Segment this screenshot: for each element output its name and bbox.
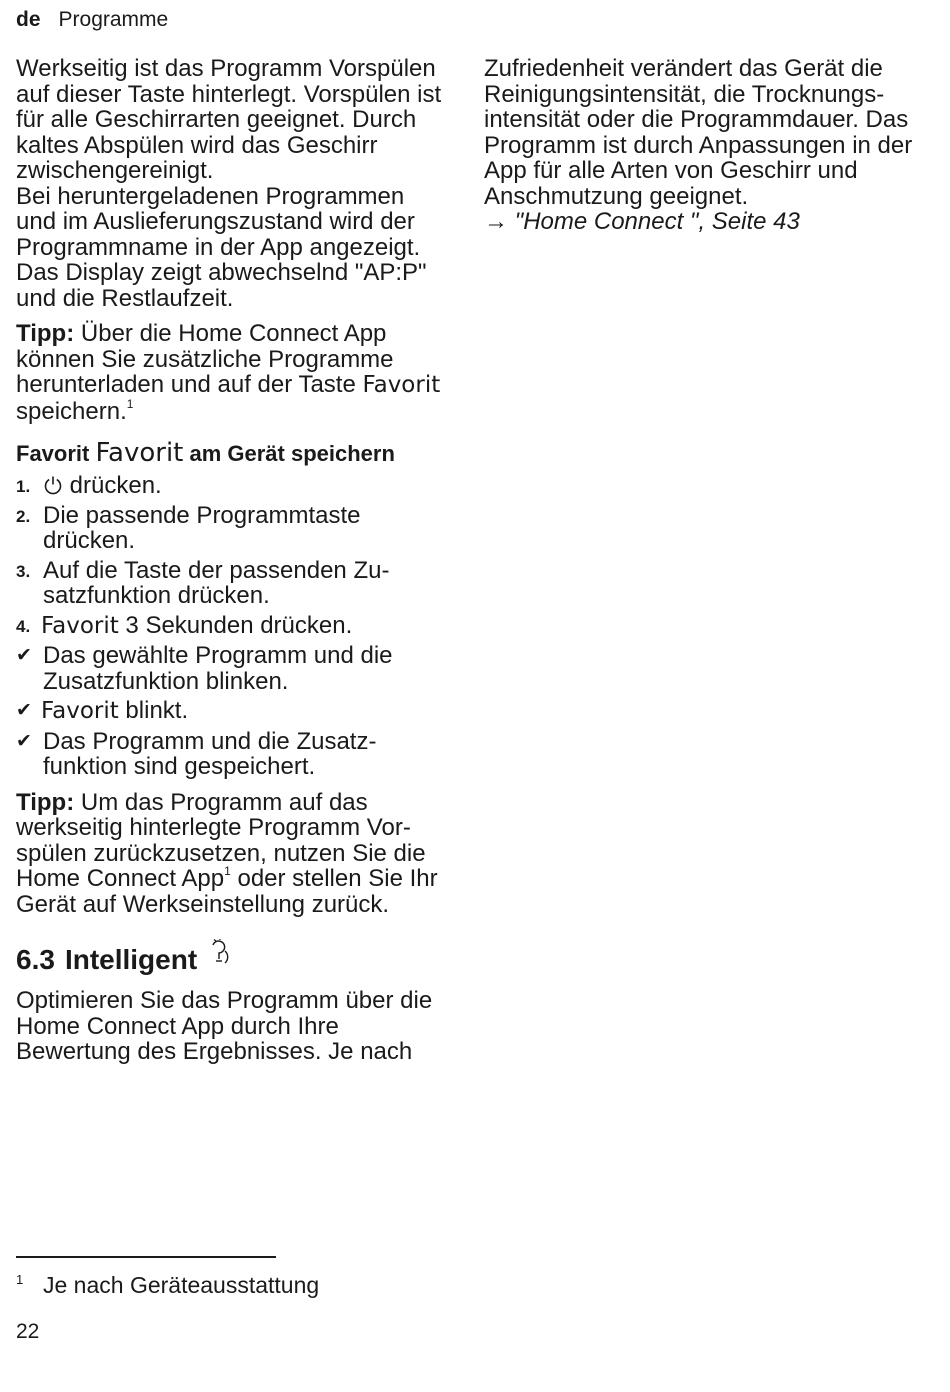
favorit-key-label: Favorit <box>41 698 119 724</box>
result-text: blinkt. <box>118 697 189 724</box>
favorit-key-label: Favorit <box>41 612 119 639</box>
step-1 <box>16 473 444 499</box>
section-number: 6.3 <box>16 944 55 975</box>
footnote-mark: 1 <box>16 1272 24 1287</box>
footnote-ref: 1 <box>224 864 231 878</box>
step-4 <box>16 613 444 640</box>
subheading-favorit <box>16 440 444 467</box>
section-heading-intelligent <box>16 939 444 976</box>
right-column <box>484 56 914 245</box>
subheading-part1: Favorit <box>16 441 96 466</box>
result-2 <box>16 698 444 725</box>
bulb-icon <box>205 939 235 969</box>
left-column <box>16 56 444 1075</box>
tip-text-end: speichern. <box>16 397 127 425</box>
footnote-divider <box>16 1256 276 1258</box>
check-icon: ✔ <box>16 700 32 721</box>
tip-text: Um das Programm auf das werkseitig hinterlegte Programm Vorspülen zurückzusetzen, nutzen Sie die Home Connect App <box>16 788 426 892</box>
cross-reference <box>484 209 914 235</box>
step-number: 4. <box>16 616 31 636</box>
tip-text: Über die Home Connect App können Sie zusätzliche Programme herunterladen und auf der Taste <box>16 320 394 398</box>
result-1 <box>16 643 444 694</box>
page-number: 22 <box>16 1320 40 1343</box>
step-2 <box>16 503 444 554</box>
power-icon <box>43 475 63 495</box>
paragraph-continued: Zufriedenheit verändert das Gerät die Reinigungsintensität, die Trocknungsintensität oder die Programmdauer. Das Programm ist durch Anpassungen in der App für alle Arten von Geschirr und Anschmutzung geeignet. <box>484 55 913 210</box>
paragraph-intro: Werkseitig ist das Programm Vorspülen auf dieser Taste hinterlegt. Vorspülen ist für alle Geschirrarten geeignet. Durch kaltes Abspülen wird das Geschirr zwischengereinigt. <box>16 55 442 184</box>
tip-favorit <box>16 321 444 424</box>
result-3 <box>16 729 444 780</box>
footnote-ref: 1 <box>126 396 134 411</box>
cross-reference-link[interactable]: "Home Connect ", Seite 43 <box>508 208 800 235</box>
arrow-right-icon: → <box>484 208 508 235</box>
footnote-text: Je nach Geräteausstattung <box>43 1272 320 1298</box>
step-text: drücken. <box>63 472 162 499</box>
paragraph-download: Bei heruntergeladenen Programmen und im Auslieferungszustand wird der Programmname in der App angezeigt. Das Display zeigt abwechselnd "AP:P" und die Restlaufzeit. <box>16 182 427 312</box>
step-number: 1. <box>16 477 31 496</box>
tip-reset <box>16 790 444 918</box>
step-3 <box>16 558 444 609</box>
tip-label: Tipp: <box>16 788 75 816</box>
paragraph-optimize: Optimieren Sie das Programm über die Home Connect App durch Ihre Bewertung des Ergebnisses. Je nach <box>16 987 433 1065</box>
step-text: Die passende Programmtaste drücken. <box>43 501 361 554</box>
section-title: Intelligent <box>64 944 198 975</box>
result-text: Das gewählte Programm und die Zusatzfunktion blinken. <box>43 642 393 695</box>
step-text: 3 Sekunden drücken. <box>118 611 353 639</box>
language-tag: de <box>16 8 41 31</box>
step-number: 2. <box>16 506 31 526</box>
subheading-part2: am Gerät speichern <box>183 441 395 466</box>
step-text: Auf die Taste der passenden Zusatzfunktion drücken. <box>43 556 390 609</box>
result-text: Das Programm und die Zusatzfunktion sind gespeichert. <box>43 727 377 780</box>
tip-text-end: oder stellen Sie Ihr Gerät auf Werkseinstellung zurück. <box>16 865 438 918</box>
step-number: 3. <box>16 561 31 581</box>
favorit-key-label: Favorit <box>362 372 441 398</box>
page-header <box>16 8 168 32</box>
favorit-key-label: Favorit <box>95 438 184 468</box>
tip-label: Tipp: <box>16 320 75 347</box>
header-section: Programme <box>58 8 169 31</box>
check-icon: ✔ <box>16 645 32 666</box>
check-icon: ✔ <box>16 730 32 752</box>
